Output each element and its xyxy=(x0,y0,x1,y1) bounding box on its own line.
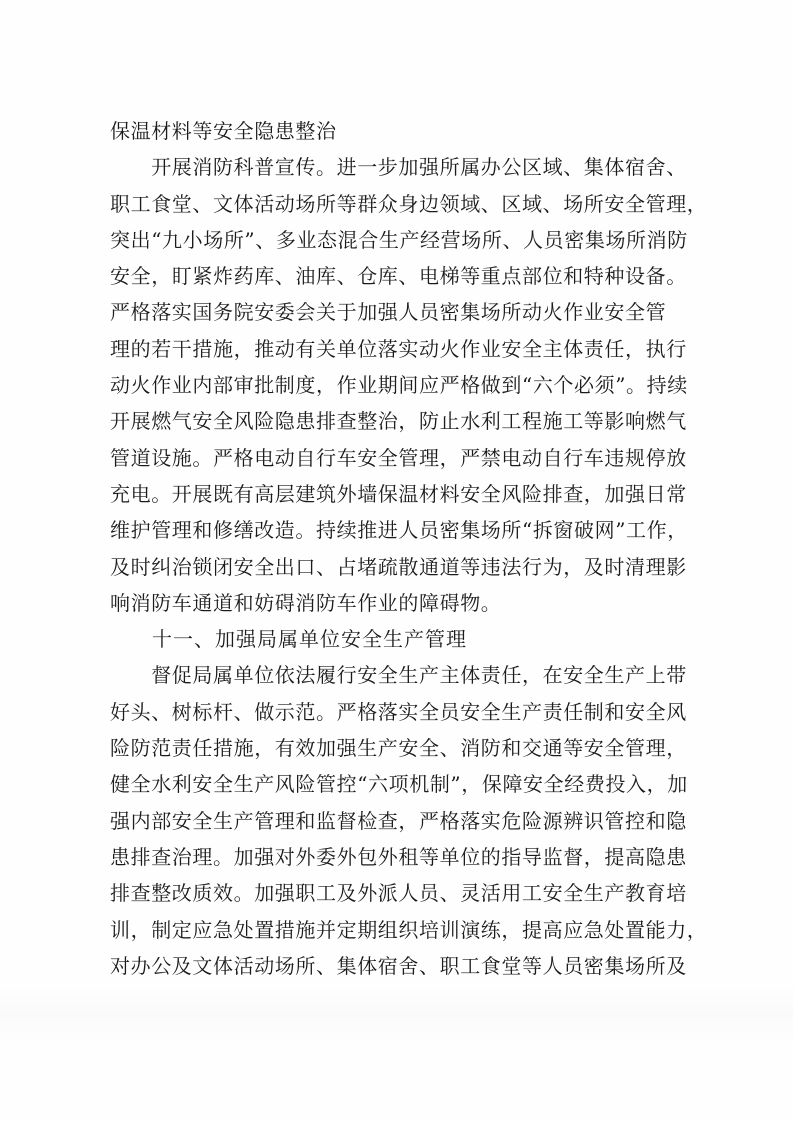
text-line: 维护管理和修缮改造。持续推进人员密集场所“拆窗破网”工作， xyxy=(110,518,688,543)
text-line: 严格落实国务院安委会关于加强人员密集场所动火作业安全管 xyxy=(110,300,667,325)
text-line: 健全水利安全生产风险管控“六项机制”，保障安全经费投入，加 xyxy=(110,772,688,797)
text-line: 对办公及文体活动场所、集体宿舍、职工食堂等人员密集场所及 xyxy=(110,953,687,978)
paragraph-start-line: 督促局属单位依法履行安全生产主体责任，在安全生产上带 xyxy=(110,663,687,688)
text-line: 排查整改质效。加强职工及外派人员、灵活用工安全生产教育培 xyxy=(110,881,687,906)
text-line: 动火作业内部审批制度，作业期间应严格做到“六个必须”。持续 xyxy=(110,373,688,398)
text-line: 响消防车通道和妨碍消防车作业的障碍物。 xyxy=(110,590,502,615)
document-body xyxy=(110,113,710,984)
text-line: 患排查治理。加强对外委外包外租等单位的指导监督，提高隐患 xyxy=(110,844,687,869)
text-line: 好头、树标杆、做示范。严格落实全员安全生产责任制和安全风 xyxy=(110,699,687,724)
text-line: 充电。开展既有高层建筑外墙保温材料安全风险排查，加强日常 xyxy=(110,481,687,506)
text-line: 训，制定应急处置措施并定期组织培训演练，提高应急处置能力， xyxy=(110,917,708,942)
text-line: 突出“九小场所”、多业态混合生产经营场所、人员密集场所消防 xyxy=(110,227,688,252)
scan-shadow xyxy=(0,985,793,1045)
text-line: 安全，盯紧炸药库、油库、仓库、电梯等重点部位和特种设备。 xyxy=(110,264,687,289)
paragraph-start-line: 开展消防科普宣传。进一步加强所属办公区域、集体宿舍、 xyxy=(110,155,687,180)
text-line: 强内部安全生产管理和监督检查，严格落实危险源辨识管控和隐 xyxy=(110,808,687,833)
text-line: 及时纠治锁闭安全出口、占堵疏散通道等违法行为，及时清理影 xyxy=(110,554,687,579)
text-line: 保温材料等安全隐患整治 xyxy=(110,119,337,143)
text-line: 管道设施。严格电动自行车安全管理，严禁电动自行车违规停放 xyxy=(110,445,687,470)
text-line: 开展燃气安全风险隐患排查整治，防止水利工程施工等影响燃气 xyxy=(110,409,687,434)
text-line: 险防范责任措施，有效加强生产安全、消防和交通等安全管理， xyxy=(110,736,687,761)
text-line: 职工食堂、文体活动场所等群众身边领域、区域、场所安全管理， xyxy=(110,191,708,216)
section-heading: 十一、加强局属单位安全生产管理 xyxy=(110,627,467,652)
text-line: 理的若干措施，推动有关单位落实动火作业安全主体责任，执行 xyxy=(110,336,687,361)
